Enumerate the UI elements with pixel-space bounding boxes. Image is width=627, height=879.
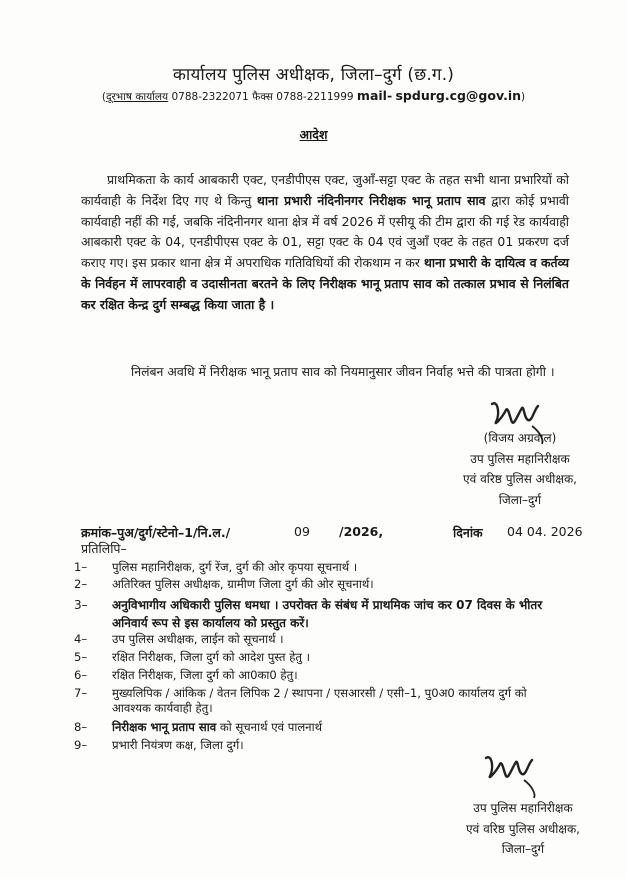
order-number-line <box>81 524 621 540</box>
paragraph-text: प्राथमिकता के कार्य आबकारी एक्ट, एनडीपीएस एक्ट, जुआँ-सट्टा एक्ट के तहत सभी थाना प्रभारियों को कार्यवाही के निर्देश दिए गए थे किन्तु <box>81 172 569 208</box>
order-number: 09 <box>294 524 310 539</box>
list-item-bold-text: निरीक्षक भानू प्रताप साव <box>112 720 217 734</box>
signatory-designation: उप पुलिस महानिरीक्षक <box>473 801 573 815</box>
signatory-designation-2: एवं वरिष्ठ पुलिस अधीक्षक, <box>463 472 577 486</box>
order-date-label: दिनांक <box>453 525 483 540</box>
paragraph-text: द्वारा कोई प्रभावी कार्यवाही नहीं की गई, जबकि नंदिनीनगर थाना क्षेत्र में वर्ष 2026 में एसीयू की टीम द्वारा की गई रेड कार्यवाही आबकारी एक्ट के 04, एनडीपीएस एक्ट के 01, सट्टा एक्ट के 04 एवं जुआँ एक्ट के तहत 01 प्रकरण दर्ज कराए गए। इस प्रकार थाना क्षेत्र में अपराधिक गतिविधियों की रोकथाम न कर <box>81 192 570 271</box>
list-item-text <box>112 720 572 735</box>
list-item-text: रक्षित निरीक्षक, जिला दुर्ग को आदेश पुस्त हेतु । <box>112 650 311 664</box>
phone-number: 0788-2322071 <box>171 91 249 103</box>
fax-number: 0788-2211999 <box>276 91 354 103</box>
list-item-number: 3– <box>74 598 88 612</box>
list-item-text: अतिरिक्त पुलिस अधीक्षक, ग्रामीण जिला दुर्ग की ओर सूचनार्थ। <box>112 577 374 591</box>
mail-label: mail- <box>356 88 393 103</box>
signatory-district: जिला–दुर्ग <box>501 842 545 856</box>
email-address[interactable]: spdurg.cg@gov.in <box>395 88 522 103</box>
phone-label: दूरभाष कार्यालय <box>105 91 169 103</box>
order-heading: आदेश <box>299 127 328 142</box>
order-year: /2026, <box>339 524 384 539</box>
signatory-designation: उप पुलिस महानिरीक्षक <box>470 451 570 466</box>
signature-mark-2 <box>482 750 552 800</box>
copy-to-label: प्रतिलिपि– <box>81 541 127 556</box>
list-item-number: 6– <box>74 668 88 682</box>
order-date: 04 04. 2026 <box>507 524 583 539</box>
paragraph-bold-text: थाना प्रभारी नंदिनीनगर निरीक्षक भानू प्रताप साव <box>256 192 486 208</box>
list-item-number: 5– <box>74 650 88 664</box>
order-paragraph-1 <box>81 170 569 316</box>
list-item-number: 8– <box>74 720 88 734</box>
signatory-designation-2: एवं वरिष्ठ पुलिस अधीक्षक, <box>466 821 580 836</box>
list-item-text: मुख्यलिपिक / आंकिक / वेतन लिपिक 2 / स्थापना / एसआरसी / एसी–1, पु0अ0 कार्यालय दुर्ग को आवश्यक कार्यवाही हेतु। <box>112 686 527 715</box>
list-item-text-rest: को सूचनार्थ एवं पालनार्थ <box>216 720 323 734</box>
list-item-number: 1– <box>74 560 88 574</box>
fax-label: फैक्स <box>252 91 273 103</box>
signatory-name: (विजय अग्रवाल) <box>483 431 557 445</box>
contact-line: (दूरभाष कार्यालय 0788-2322071 फैक्स 0788-2211999 mail- spdurg.cg@gov.in) <box>101 88 526 103</box>
list-item-number: 9– <box>74 738 88 752</box>
office-title: कार्यालय पुलिस अधीक्षक, जिला–दुर्ग (छ.ग.) <box>172 65 455 85</box>
list-item-text: उप पुलिस अधीक्षक, लाईन को सूचनार्थ । <box>112 632 284 646</box>
list-item-text: पुलिस महानिरीक्षक, दुर्ग रेंज, दुर्ग की ओर कृपया सूचनार्थ । <box>112 560 358 574</box>
list-item-number: 7– <box>74 686 88 700</box>
paragraph-bold-text: थाना प्रभारी के दायित्व व कर्तव्य के निर्वहन में लापरवाही व उदासीनता बरतने के लिए निरीक्षक भानू प्रताप साव को तत्काल प्रभाव से निलंबित कर रक्षित केन्द्र दुर्ग सम्बद्ध किया जाता है । <box>81 255 569 312</box>
list-item-number: 4– <box>74 632 88 646</box>
list-item-number: 2– <box>74 577 88 591</box>
list-item-text: प्रभारी नियंत्रण कक्ष, जिला दुर्ग। <box>112 738 244 752</box>
order-paragraph-2: निलंबन अवधि में निरीक्षक भानू प्रताप साव को नियमानुसार जीवन निर्वाह भत्ते की पात्रता होगी । <box>131 364 555 379</box>
order-number-label: क्रमांक–पुअ/दुर्ग/स्टेनो–1/नि.ल./ <box>81 525 231 540</box>
signature-block-2 <box>438 798 608 860</box>
signature-block-1 <box>440 428 600 510</box>
list-item-text: रक्षित निरीक्षक, जिला दुर्ग को आ0का0 हेतु। <box>112 668 298 682</box>
signatory-district: जिला–दुर्ग <box>498 492 542 507</box>
list-item-text: अनुविभागीय अधिकारी पुलिस धमधा । उपरोक्त के संबंध में प्राथमिक जांच कर 07 दिवस के भीतर अनिवार्य रूप से इस कार्यालय को प्रस्तुत करें। <box>112 598 543 630</box>
